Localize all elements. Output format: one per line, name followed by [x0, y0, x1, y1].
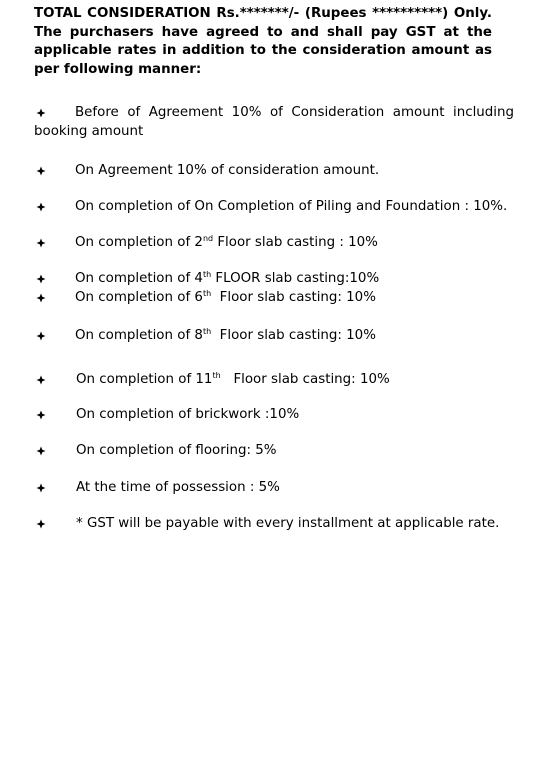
diamond-bullet-icon	[34, 233, 48, 252]
payment-item-2nd-floor	[34, 233, 514, 252]
payment-item-flooring	[34, 441, 514, 460]
diamond-bullet-icon	[34, 370, 48, 389]
diamond-bullet-icon	[34, 269, 48, 288]
payment-item-on-agreement	[34, 161, 514, 180]
payment-item-text: At the time of possession : 5%	[76, 480, 280, 495]
diamond-bullet-icon	[34, 514, 48, 533]
payment-item-gst-note	[34, 514, 514, 533]
payment-item-text: On completion of 8th Floor slab casting: 10%	[75, 327, 376, 343]
diamond-bullet-icon	[34, 197, 48, 216]
payment-item-text: On Agreement 10% of consideration amount.	[75, 163, 380, 178]
payment-item-text: On completion of 11th Floor slab casting: 10%	[76, 371, 390, 387]
diamond-bullet-icon	[34, 161, 48, 180]
payment-item-text: Before of Agreement 10% of Consideration amount including booking amount	[34, 105, 514, 139]
payment-item-6th-floor	[34, 288, 514, 307]
payment-item-text: On completion of 6th Floor slab casting: 10%	[75, 289, 376, 305]
payment-item-4th-floor	[34, 269, 514, 288]
payment-item-brickwork	[34, 405, 514, 424]
payment-item-text: * GST will be payable with every installment at applicable rate.	[76, 516, 500, 531]
payment-item-text: On completion of 4th FLOOR slab casting:10%	[75, 270, 380, 286]
diamond-bullet-icon	[34, 405, 48, 424]
payment-item-text: On completion of brickwork :10%	[76, 407, 300, 422]
diamond-bullet-icon	[34, 326, 48, 345]
diamond-bullet-icon	[34, 288, 48, 307]
diamond-bullet-icon	[34, 103, 48, 122]
payment-item-8th-floor	[34, 326, 514, 345]
payment-terms-heading: TOTAL CONSIDERATION Rs.*******/- (Rupees **********) Only. The purchasers have agreed to and shall pay GST at the applicable rates in addition to the consideration amount as per following manner:	[34, 6, 492, 77]
payment-item-text: On completion of flooring: 5%	[76, 443, 277, 458]
payment-item-piling-foundation	[34, 197, 514, 216]
diamond-bullet-icon	[34, 441, 48, 460]
payment-item-possession	[34, 478, 514, 497]
payment-item-before-agreement	[34, 103, 514, 141]
diamond-bullet-icon	[34, 478, 48, 497]
payment-item-11th-floor	[34, 370, 514, 389]
payment-item-text: On completion of 2nd Floor slab casting : 10%	[75, 234, 378, 250]
payment-item-text: On completion of On Completion of Piling and Foundation : 10%.	[75, 199, 508, 214]
